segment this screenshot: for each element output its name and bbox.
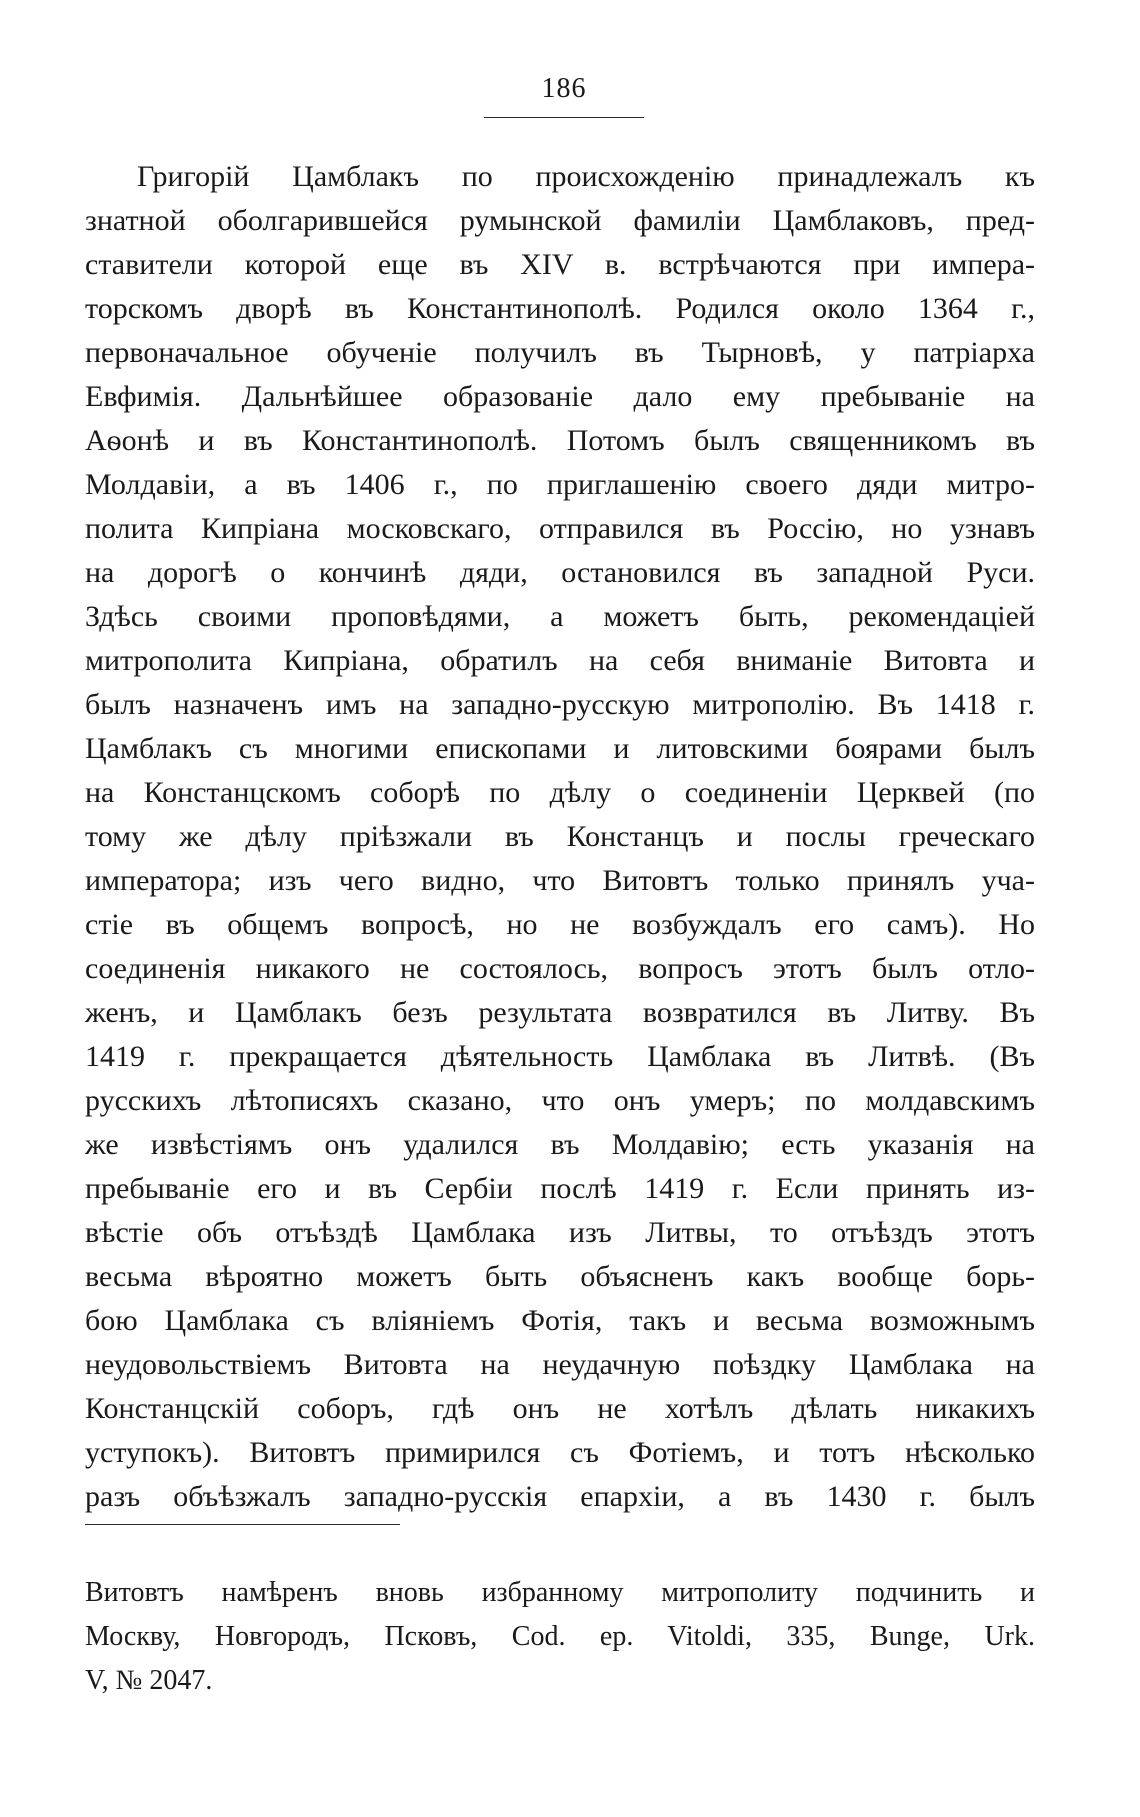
body-line: знатной оболгарившейся румынской фамиліи Цамблаковъ, пред-	[85, 204, 1035, 237]
body-line: полита Кипріана московскаго, отправился въ Россію, но узнавъ	[85, 512, 1035, 545]
body-line: 1419 г. прекращается дѣятельность Цамблака въ Литвѣ. (Въ	[85, 1040, 1035, 1073]
body-line: бою Цамблака съ вліяніемъ Фотія, такъ и весьма возможнымъ	[85, 1304, 1035, 1337]
page-number-rule	[484, 117, 644, 118]
body-line: Цамблакъ съ многими епископами и литовскими боярами былъ	[85, 732, 1035, 765]
body-line: торскомъ дворѣ въ Константинополѣ. Родился около 1364 г.,	[85, 292, 1035, 325]
body-line: былъ назначенъ имъ на западно-русскую митрополію. Въ 1418 г.	[85, 688, 1035, 721]
body-text	[85, 155, 1035, 1519]
body-line: императора; изъ чего видно, что Витовтъ только принялъ уча-	[85, 864, 1035, 897]
body-line: на дорогѣ о кончинѣ дяди, остановился въ западной Руси.	[85, 556, 1035, 589]
body-line: Григорій Цамблакъ по происхожденію принадлежалъ къ	[137, 160, 1035, 193]
body-line: же извѣстіямъ онъ удалился въ Молдавію; есть указанія на	[85, 1128, 1035, 1161]
body-line: Аѳонѣ и въ Константинополѣ. Потомъ былъ священникомъ въ	[85, 424, 1035, 457]
footnote-rule	[85, 1524, 400, 1525]
body-line: Констанцскій соборъ, гдѣ онъ не хотѣлъ дѣлать никакихъ	[85, 1392, 1035, 1425]
body-line: на Констанцскомъ соборѣ по дѣлу о соединеніи Церквей (по	[85, 776, 1035, 809]
body-line: уступокъ). Витовтъ примирился съ Фотіемъ, и тотъ нѣсколько	[85, 1436, 1035, 1469]
body-line: первоначальное обученіе получилъ въ Тырновѣ, у патріарха	[85, 336, 1035, 369]
body-line: Евфимія. Дальнѣйшее образованіе дало ему пребываніе на	[85, 380, 1035, 413]
body-line: вѣстіе объ отъѣздѣ Цамблака изъ Литвы, то отъѣздъ этотъ	[85, 1216, 1035, 1249]
footnote	[85, 1571, 1035, 1703]
body-line: неудовольствіемъ Витовта на неудачную поѣздку Цамблака на	[85, 1348, 1035, 1381]
body-line: стіе въ общемъ вопросѣ, но не возбуждалъ его самъ). Но	[85, 908, 1035, 941]
body-line: соединенія никакого не состоялось, вопросъ этотъ былъ отло-	[85, 952, 1035, 985]
page-number: 186	[541, 73, 587, 104]
body-line: тому же дѣлу пріѣзжали въ Констанцъ и послы греческаго	[85, 820, 1035, 853]
body-line: русскихъ лѣтописяхъ сказано, что онъ умеръ; по молдавскимъ	[85, 1084, 1035, 1117]
footnote-line: Витовтъ намѣренъ вновь избранному митрополиту подчинить и	[85, 1577, 1035, 1608]
footnote-line: Москву, Новгородъ, Псковъ, Cod. ep. Vitoldi, 335, Bunge, Urk.	[85, 1621, 1035, 1652]
body-line: женъ, и Цамблакъ безъ результата возвратился въ Литву. Въ	[85, 996, 1035, 1029]
body-line: ставители которой еще въ XIV в. встрѣчаются при импера-	[85, 248, 1035, 281]
body-line: разъ объѣзжалъ западно-русскія епархіи, а въ 1430 г. былъ	[85, 1480, 1035, 1513]
body-line: весьма вѣроятно можетъ быть объясненъ какъ вообще борь-	[85, 1260, 1035, 1293]
body-line: Молдавіи, а въ 1406 г., по приглашенію своего дяди митро-	[85, 468, 1035, 501]
body-line: Здѣсь своими проповѣдями, а можетъ быть, рекомендаціей	[85, 600, 1035, 633]
body-line: пребываніе его и въ Сербіи послѣ 1419 г. Если принять из-	[85, 1172, 1035, 1205]
footnote-line: V, № 2047.	[85, 1665, 213, 1696]
body-line: митрополита Кипріана, обратилъ на себя вниманіе Витовта и	[85, 644, 1035, 677]
